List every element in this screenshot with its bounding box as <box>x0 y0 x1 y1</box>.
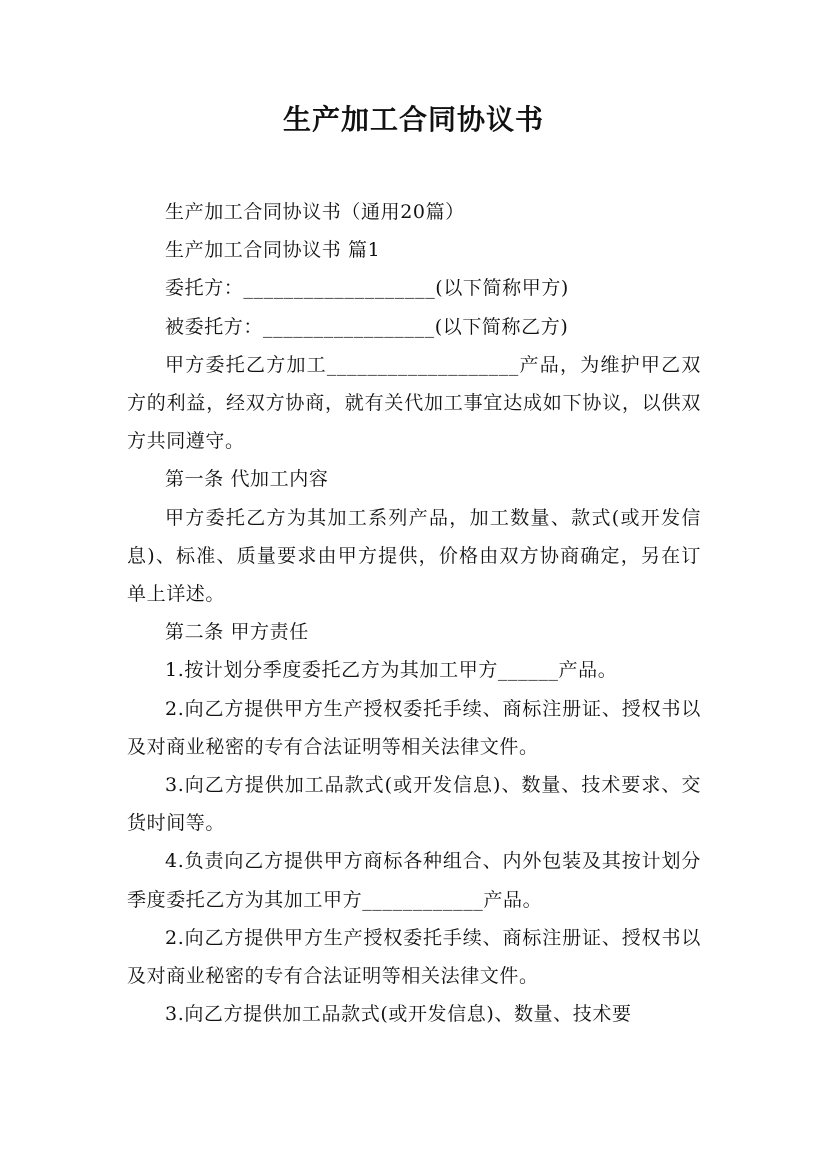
clause-2-repeat: 2.向乙方提供甲方生产授权委托手续、商标注册证、授权书以及对商业秘密的专有合法证明等相关法律文件。 <box>127 926 701 988</box>
document-title: 生产加工合同协议书 <box>282 103 544 136</box>
section-heading-part-1: 生产加工合同协议书 篇1 <box>165 239 381 262</box>
document-body <box>127 193 701 1033</box>
clause-2: 2.向乙方提供甲方生产授权委托手续、商标注册证、授权书以及对商业秘密的专有合法证明等相关法律文件。 <box>127 697 701 758</box>
intro-paragraph: 甲方委托乙方加工___________________产品，为维护甲乙双方的利益，经双方协商，就有关代加工事宜达成如下协议，以供双方共同遵守。 <box>127 353 701 453</box>
article-1-heading: 第一条 代加工内容 <box>165 468 329 491</box>
subtitle-line: 生产加工合同协议书（通用20篇） <box>165 201 465 223</box>
article-1-paragraph: 甲方委托乙方为其加工系列产品，加工数量、款式(或开发信息)、标准、质量要求由甲方提供，价格由双方协商确定，另在订单上详述。 <box>127 506 701 606</box>
article-2-heading: 第二条 甲方责任 <box>165 621 309 644</box>
clause-3: 3.向乙方提供加工品款式(或开发信息)、数量、技术要求、交货时间等。 <box>127 774 701 835</box>
clause-1: 1.按计划分季度委托乙方为其加工甲方______产品。 <box>165 659 618 682</box>
clause-3-repeat: 3.向乙方提供加工品款式(或开发信息)、数量、技术要 <box>165 1003 632 1026</box>
client-party-line: 委托方：___________________(以下简称甲方) <box>165 277 569 300</box>
clause-4: 4.负责向乙方提供甲方商标各种组合、内外包装及其按计划分季度委托乙方为其加工甲方____________产品。 <box>127 850 701 911</box>
contractor-party-line: 被委托方：_________________(以下简称乙方) <box>165 315 569 338</box>
